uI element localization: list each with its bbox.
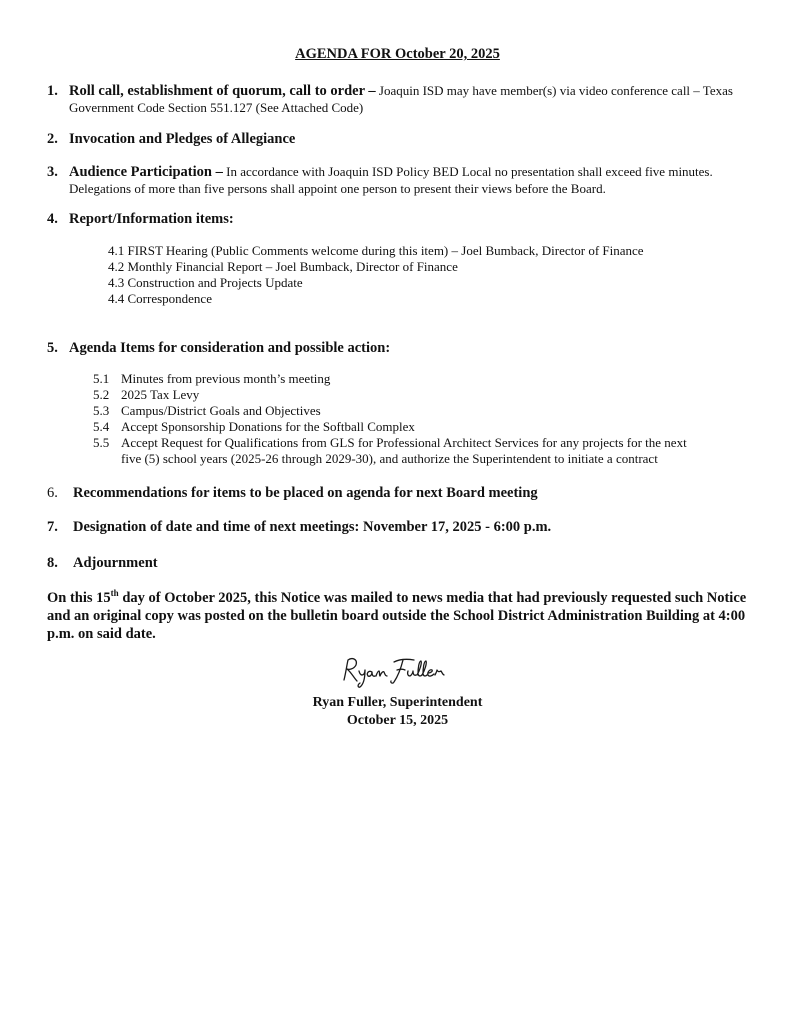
- action-item-number: 5.1: [93, 371, 110, 386]
- item-heading: Designation of date and time of next meetings: November 17, 2025 - 6:00 p.m.: [73, 519, 552, 535]
- action-item-number: 5.3: [93, 403, 110, 418]
- notice-ordinal-suffix: th: [110, 588, 119, 599]
- item-heading: Audience Participation –: [69, 164, 223, 180]
- report-item: 4.1 FIRST Hearing (Public Comments welcome during this item) – Joel Bumback, Director of Finance: [108, 243, 644, 258]
- action-item-text: Minutes from previous month’s meeting: [121, 371, 331, 386]
- item-heading: Roll call, establishment of quorum, call to order –: [69, 83, 376, 99]
- signatory-name: Ryan Fuller, Superintendent: [312, 695, 483, 710]
- signature-image: [338, 654, 458, 690]
- item-number: 7.: [47, 519, 58, 535]
- action-item: [93, 403, 743, 419]
- agenda-item-3: [47, 164, 752, 198]
- posting-notice: [47, 589, 757, 643]
- item-number: 6.: [47, 485, 58, 501]
- item-number: 2.: [47, 131, 58, 147]
- action-item-number: 5.5: [93, 435, 110, 450]
- item-number: 5.: [47, 340, 58, 356]
- action-item-text: Campus/District Goals and Objectives: [121, 403, 321, 418]
- item-heading: Recommendations for items to be placed on agenda for next Board meeting: [73, 485, 538, 501]
- agenda-item-2: [47, 131, 752, 148]
- action-item-continuation: five (5) school years (2025-26 through 2029-30), and authorize the Superintendent to initiate a contract: [121, 451, 658, 466]
- action-item-number: 5.2: [93, 387, 110, 402]
- action-item-number: 5.4: [93, 419, 110, 434]
- agenda-item-5: [47, 340, 752, 357]
- action-item: [93, 419, 743, 435]
- item-number: 4.: [47, 211, 58, 227]
- item-heading: Report/Information items:: [69, 211, 234, 227]
- action-item: [93, 387, 743, 403]
- agenda-item-4: [47, 211, 752, 228]
- agenda-item-7: [47, 519, 752, 536]
- item-number: 1.: [47, 83, 58, 99]
- item-number: 8.: [47, 555, 58, 571]
- agenda-item-6: [47, 485, 752, 502]
- action-item: [93, 435, 743, 467]
- action-item: [93, 371, 743, 387]
- item-description: In accordance with Joaquin ISD Policy BED Local no presentation shall exceed five minutes. Delegations of more than five persons shall appoint one person to present their views before the Board.: [69, 164, 713, 196]
- action-item-text: Accept Request for Qualifications from GLS for Professional Architect Services for any projects for the next: [121, 435, 687, 450]
- notice-text-rest: day of October 2025, this Notice was mailed to news media that had previously requested such Notice and an original copy was posted on the bulletin board outside the School District Administration Building at 4:00 p.m. on said date.: [47, 590, 747, 642]
- report-item: 4.4 Correspondence: [108, 291, 212, 306]
- item-heading: Adjournment: [73, 555, 158, 571]
- action-item-text: Accept Sponsorship Donations for the Softball Complex: [121, 419, 415, 434]
- item-heading: Agenda Items for consideration and possible action:: [69, 340, 391, 356]
- agenda-item-8: [47, 555, 752, 572]
- notice-text-start: On this 15: [47, 590, 111, 606]
- item-description: Joaquin ISD may have member(s) via video conference call – Texas Government Code Section 551.127 (See Attached Code): [69, 83, 733, 115]
- item-number: 3.: [47, 164, 58, 180]
- page-title: AGENDA FOR October 20, 2025: [295, 46, 500, 62]
- item-heading: Invocation and Pledges of Allegiance: [69, 131, 296, 147]
- report-item: 4.3 Construction and Projects Update: [108, 275, 303, 290]
- action-item-text: 2025 Tax Levy: [121, 387, 200, 402]
- agenda-item-1: [47, 83, 752, 117]
- signature-date: October 15, 2025: [346, 713, 449, 728]
- report-item: 4.2 Monthly Financial Report – Joel Bumback, Director of Finance: [108, 259, 458, 274]
